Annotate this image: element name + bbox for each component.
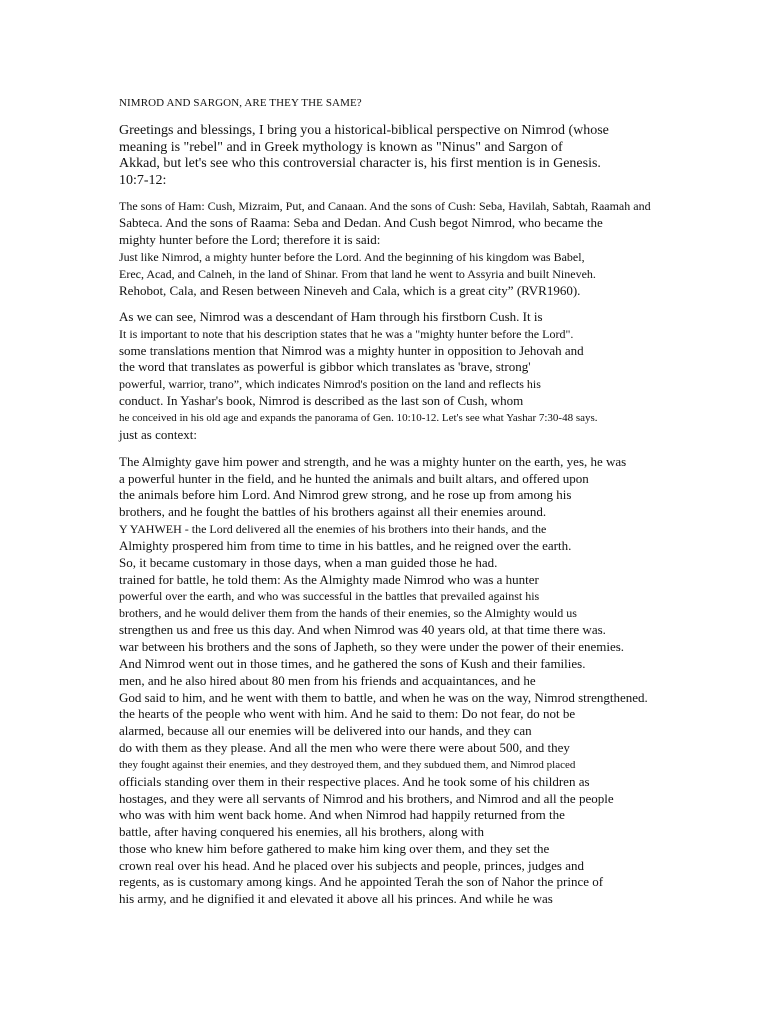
text-line: men, and he also hired about 80 men from his friends and acquaintances, and he	[119, 672, 536, 688]
text-line: mighty hunter before the Lord; therefore it is said:	[119, 232, 381, 248]
text-line: brothers, and he would deliver them from the hands of their enemies, so the Almighty would us	[119, 606, 577, 621]
text-line: Rehobot, Cala, and Resen between Nineveh and Cala, which is a great city” (RVR1960).	[119, 282, 581, 298]
paragraph	[119, 123, 719, 189]
text-line: powerful, warrior, trano”, which indicates Nimrod's position on the land and reflects his	[119, 377, 541, 392]
text-line: just as context:	[119, 426, 197, 442]
text-line: The Almighty gave him power and strength, and he was a mighty hunter on the earth, yes, he was	[119, 453, 627, 469]
text-line: Akkad, but let's see who this controversial character is, his first mention is in Genesis.	[119, 156, 601, 172]
text-line: they fought against their enemies, and they destroyed them, and they subdued them, and Nimrod placed	[119, 758, 576, 771]
document-page	[119, 97, 719, 916]
text-line: battle, after having conquered his enemies, all his brothers, along with	[119, 824, 484, 840]
text-line: As we can see, Nimrod was a descendant of Ham through his firstborn Cush. It is	[119, 308, 543, 324]
text-line: powerful over the earth, and who was successful in the battles that prevailed against his	[119, 589, 540, 604]
paragraph	[119, 454, 719, 908]
text-line: who was with him went back home. And when Nimrod had happily returned from the	[119, 807, 565, 823]
text-line: Almighty prospered him from time to time in his battles, and he reigned over the earth.	[119, 537, 572, 553]
document-title: NIMROD AND SARGON, ARE THEY THE SAME?	[119, 97, 362, 109]
text-line: 10:7-12:	[119, 172, 167, 188]
text-line: the hearts of the people who went with him. And he said to them: Do not fear, do not be	[119, 706, 576, 722]
text-line: war between his brothers and the sons of Japheth, so they were under the power of their enemies.	[119, 639, 625, 655]
text-line: some translations mention that Nimrod was a mighty hunter in opposition to Jehovah and	[119, 342, 584, 358]
text-line: Sabteca. And the sons of Raama: Seba and Dedan. And Cush begot Nimrod, who became the	[119, 215, 603, 231]
text-line: his army, and he dignified it and elevated it above all his princes. And while he was	[119, 891, 553, 907]
text-line: a powerful hunter in the field, and he hunted the animals and built altars, and offered upon	[119, 470, 589, 486]
text-line: The sons of Ham: Cush, Mizraim, Put, and Canaan. And the sons of Cush: Seba, Havilah, Sabtah, Raamah and	[119, 199, 651, 214]
text-line: And Nimrod went out in those times, and he gathered the sons of Kush and their families.	[119, 655, 586, 671]
text-line: So, it became customary in those days, when a man guided those he had.	[119, 554, 498, 570]
text-line: crown real over his head. And he placed over his subjects and people, princes, judges and	[119, 857, 584, 873]
text-line: do with them as they please. And all the men who were there were about 500, and they	[119, 739, 570, 755]
paragraph	[119, 198, 719, 299]
text-line: trained for battle, he told them: As the Almighty made Nimrod who was a hunter	[119, 571, 539, 587]
text-line: meaning is "rebel" and in Greek mythology is known as "Ninus" and Sargon of	[119, 139, 563, 155]
text-line: God said to him, and he went with them to battle, and when he was on the way, Nimrod strengthened.	[119, 689, 648, 705]
text-line: brothers, and he fought the battles of his brothers against all their enemies around.	[119, 504, 547, 520]
text-line: he conceived in his old age and expands the panorama of Gen. 10:10-12. Let's see what Yashar 7:30-48 says.	[119, 411, 598, 424]
text-line: Just like Nimrod, a mighty hunter before the Lord. And the beginning of his kingdom was Babel,	[119, 249, 585, 264]
text-line: Y YAHWEH - the Lord delivered all the enemies of his brothers into their hands, and the	[119, 521, 547, 536]
text-line: officials standing over them in their respective places. And he took some of his children as	[119, 773, 590, 789]
text-line: the word that translates as powerful is gibbor which translates as 'brave, strong'	[119, 359, 531, 375]
text-line: hostages, and they were all servants of Nimrod and his brothers, and Nimrod and all the people	[119, 790, 614, 806]
text-line: Greetings and blessings, I bring you a historical-biblical perspective on Nimrod (whose	[119, 123, 609, 138]
text-line: regents, as is customary among kings. And he appointed Terah the son of Nahor the prince of	[119, 874, 604, 890]
text-line: It is important to note that his description states that he was a "mighty hunter before the Lord".	[119, 326, 574, 341]
text-line: alarmed, because all our enemies will be delivered into our hands, and they can	[119, 723, 532, 739]
text-line: those who knew him before gathered to make him king over them, and they set the	[119, 840, 550, 856]
paragraph	[119, 309, 719, 444]
text-line: conduct. In Yashar's book, Nimrod is described as the last son of Cush, whom	[119, 393, 524, 409]
document-body	[119, 123, 719, 908]
text-line: Erec, Acad, and Calneh, in the land of Shinar. From that land he went to Assyria and built Nineveh.	[119, 266, 596, 281]
text-line: strengthen us and free us this day. And when Nimrod was 40 years old, at that time there was.	[119, 622, 606, 638]
text-line: the animals before him Lord. And Nimrod grew strong, and he rose up from among his	[119, 487, 572, 503]
